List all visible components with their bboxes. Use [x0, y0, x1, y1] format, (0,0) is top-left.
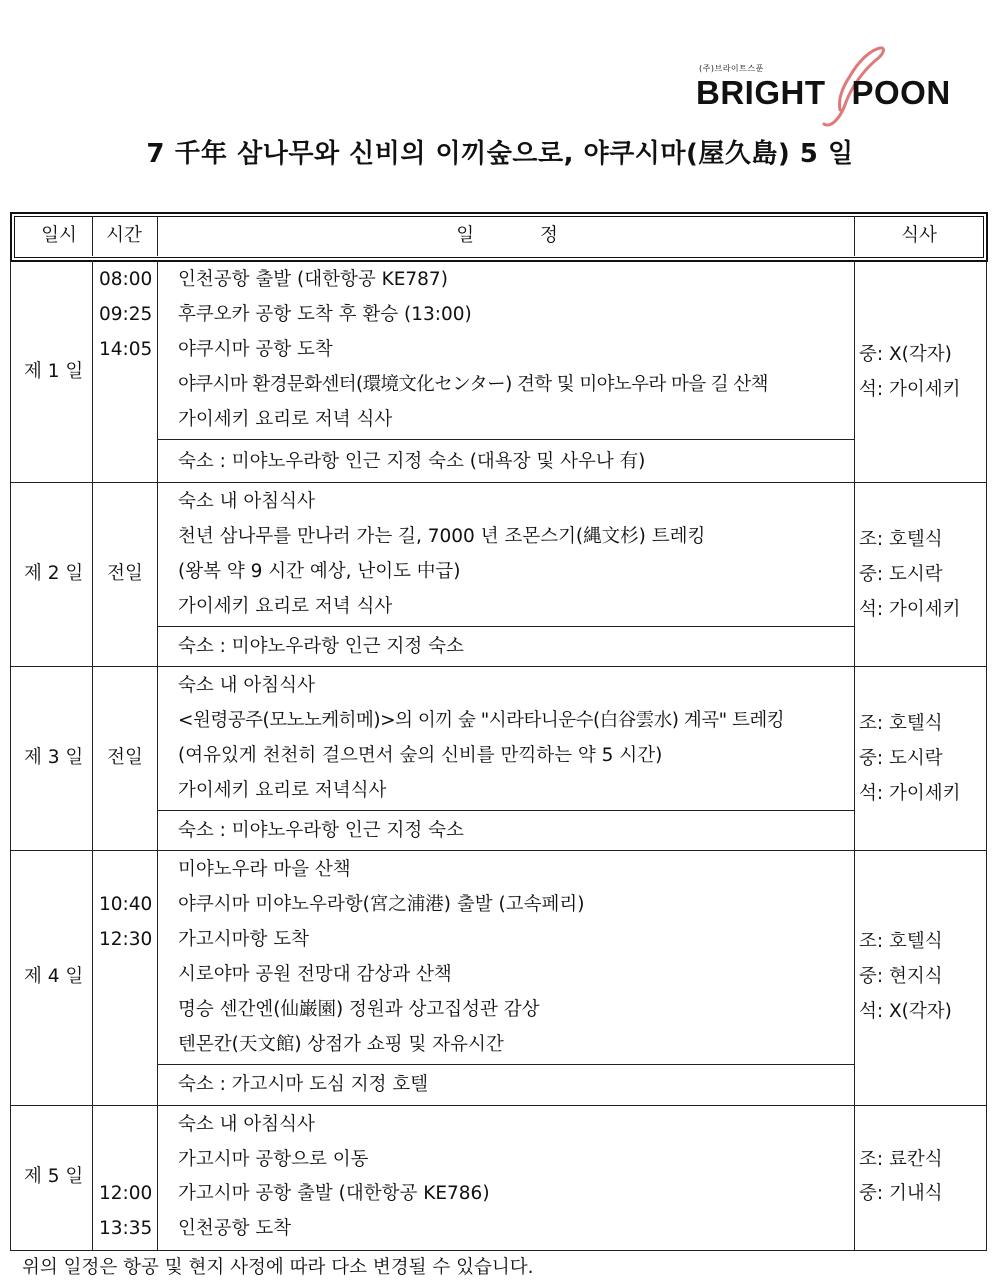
meal-item: 석: 가이세키 — [859, 379, 961, 400]
time-cell: 14:05 — [99, 339, 153, 360]
schedule-item: (왕복 약 9 시간 예상, 난이도 中급) — [178, 561, 461, 582]
header-time: 시간 — [106, 225, 142, 246]
company-logo — [690, 40, 975, 130]
time-cell: 전일 — [107, 747, 143, 768]
time-cell: 10:40 — [99, 894, 153, 915]
meal-item: 석: 가이세키 — [859, 783, 961, 804]
schedule-item: 명승 센간엔(仙巌園) 정원과 상고집성관 감상 — [178, 999, 540, 1020]
page-title: 7 千年 삼나무와 신비의 이끼숲으로, 야쿠시마(屋久島) 5 일 — [146, 139, 854, 169]
schedule-item: 가이세키 요리로 저녁 식사 — [178, 596, 393, 617]
schedule-item: 후쿠오카 공항 도착 후 환승 (13:00) — [178, 304, 472, 325]
footer-note: 위의 일정은 항공 및 현지 사정에 따라 다소 변경될 수 있습니다. — [22, 1257, 534, 1278]
itinerary-table — [10, 212, 988, 1252]
day-label: 제 5 일 — [24, 1166, 84, 1187]
meal-item: 조: 호텔식 — [859, 931, 943, 952]
schedule-item: 가고시마 공항으로 이동 — [178, 1149, 369, 1170]
time-cell: 09:25 — [99, 304, 153, 325]
logo-company-name: (주)브라이트스푼 — [699, 64, 764, 73]
schedule-item: 숙소 내 아침식사 — [178, 675, 315, 696]
lodging-text: 숙소 : 미야노우라항 인근 지정 숙소 — [178, 820, 464, 841]
schedule-item: 인천공항 도착 — [178, 1218, 292, 1239]
schedule-item: 야쿠시마 공항 도착 — [178, 339, 333, 360]
meal-item: 중: 기내식 — [859, 1183, 943, 1204]
time-cell: 전일 — [107, 563, 143, 584]
meal-item: 석: 가이세키 — [859, 599, 961, 620]
time-cell: 08:00 — [99, 269, 153, 290]
time-cell: 12:00 — [99, 1183, 153, 1204]
schedule-item: 숙소 내 아침식사 — [178, 1114, 315, 1135]
schedule-item: 천년 삼나무를 만나러 가는 길, 7000 년 조몬스기(縄文杉) 트레킹 — [178, 526, 706, 547]
meal-item: 중: X(각자) — [859, 344, 952, 365]
schedule-item: 야쿠시마 환경문화센터(環境文化センター) 견학 및 미야노우라 마을 길 산책 — [178, 374, 768, 395]
meal-item: 석: X(각자) — [859, 1001, 952, 1022]
schedule-item: <원령공주(모노노케히메)>의 이끼 숲 "시라타니운수(白谷雲水) 계곡" 트레킹 — [178, 710, 785, 731]
day-label: 제 4 일 — [24, 966, 84, 987]
time-cell: 13:35 — [99, 1218, 153, 1239]
schedule-item: 야쿠시마 미야노우라항(宮之浦港) 출발 (고속페리) — [178, 894, 585, 915]
header-date: 일시 — [41, 225, 77, 246]
header-schedule: 일 정 — [456, 225, 558, 246]
meal-item: 중: 도시락 — [859, 564, 943, 585]
schedule-item: 가이세키 요리로 저녁식사 — [178, 780, 387, 801]
lodging-text: 숙소 : 미야노우라항 인근 지정 숙소 — [178, 636, 464, 657]
time-cell: 12:30 — [99, 929, 153, 950]
schedule-item: 인천공항 출발 (대한항공 KE787) — [178, 269, 448, 290]
logo-brand — [696, 74, 951, 112]
schedule-item: 미야노우라 마을 산책 — [178, 859, 351, 880]
meal-item: 조: 호텔식 — [859, 713, 943, 734]
logo-brand-right: POON — [851, 74, 951, 111]
day-label: 제 1 일 — [24, 361, 84, 382]
schedule-item: 텐몬칸(天文館) 상점가 쇼핑 및 자유시간 — [178, 1034, 504, 1055]
schedule-item: (여유있게 천천히 걸으면서 숲의 신비를 만끽하는 약 5 시간) — [178, 745, 663, 766]
schedule-item: 숙소 내 아침식사 — [178, 491, 315, 512]
schedule-item: 가이세키 요리로 저녁 식사 — [178, 409, 393, 430]
lodging-text: 숙소 : 미야노우라항 인근 지정 숙소 (대욕장 및 사우나 有) — [178, 451, 646, 472]
lodging-text: 숙소 : 가고시마 도심 지정 호텔 — [178, 1074, 429, 1095]
day-label: 제 3 일 — [24, 747, 84, 768]
meal-item: 중: 현지식 — [859, 966, 943, 987]
header-meal: 식사 — [901, 225, 937, 246]
schedule-item: 시로야마 공원 전망대 감상과 산책 — [178, 964, 452, 985]
schedule-item: 가고시마 공항 출발 (대한항공 KE786) — [178, 1183, 490, 1204]
meal-item: 조: 료칸식 — [859, 1149, 943, 1170]
schedule-item: 가고시마항 도착 — [178, 929, 309, 950]
meal-item: 중: 도시락 — [859, 748, 943, 769]
day-label: 제 2 일 — [24, 563, 84, 584]
meal-item: 조: 호텔식 — [859, 529, 943, 550]
logo-brand-left: BRIGHT — [696, 74, 826, 111]
